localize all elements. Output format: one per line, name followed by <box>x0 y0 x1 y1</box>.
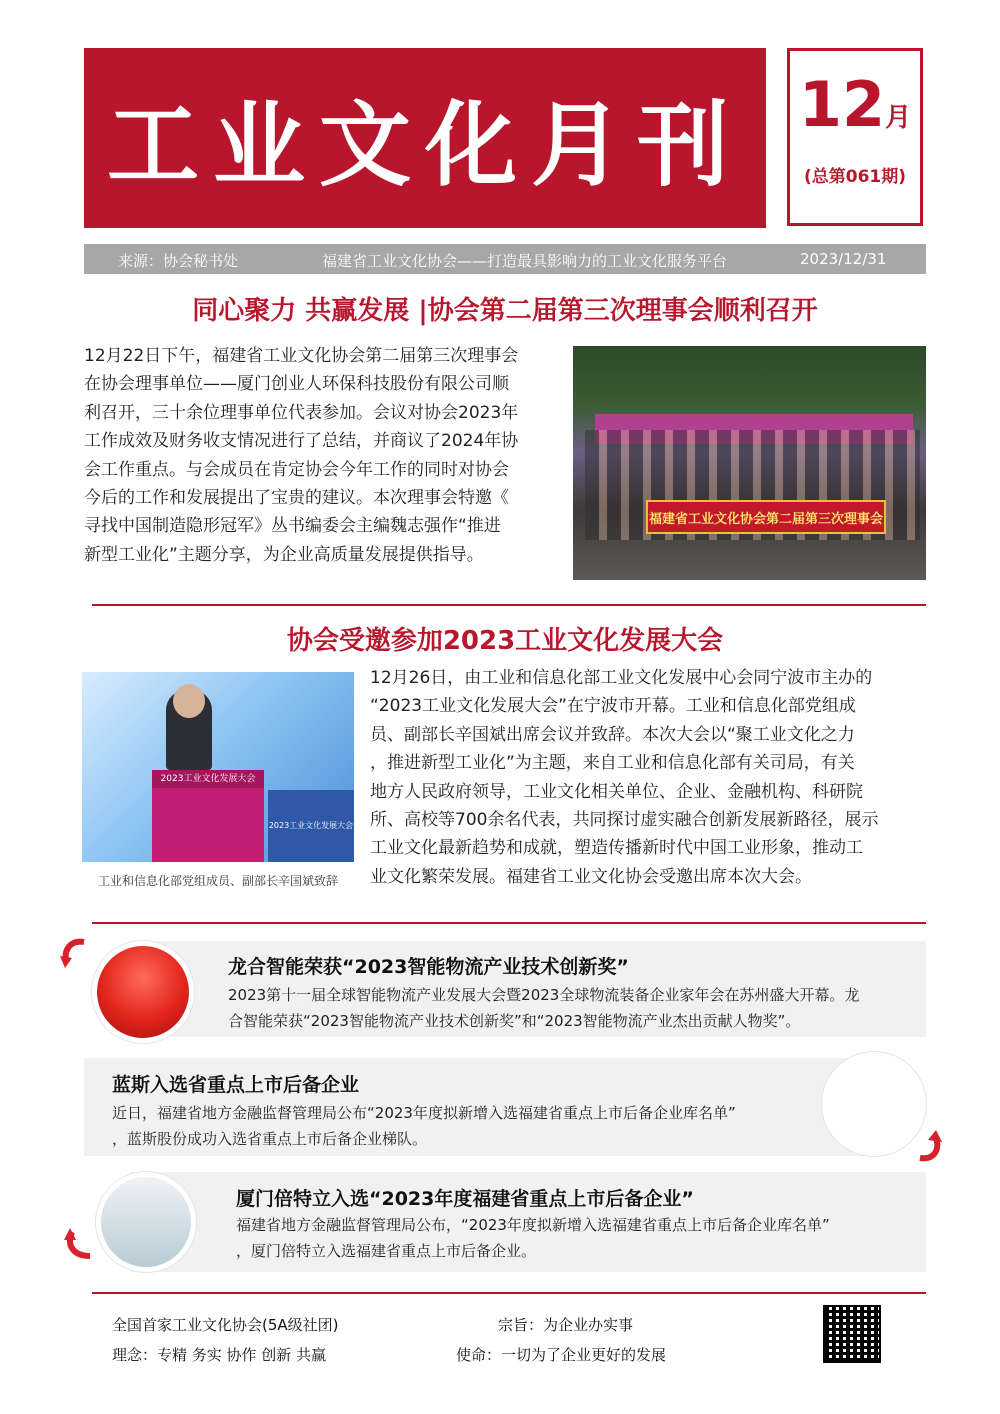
news-body-3 <box>236 1212 916 1264</box>
photo-speaker-head <box>173 684 205 718</box>
article1-line: 新型工业化”主题分享，为企业高质量发展提供指导。 <box>84 544 484 565</box>
footer-divider <box>92 1292 926 1294</box>
section-divider <box>92 922 926 924</box>
article1-body <box>84 342 564 569</box>
article2-line: ，推进新型工业化”为主题，来自工业和信息化部有关司局，有关 <box>370 753 855 774</box>
article1-title: 同心聚力 共赢发展 |协会第二届第三次理事会顺利召开 <box>192 296 818 326</box>
article2-line: “2023工业文化发展大会”在宁波市开幕。工业和信息化部党组成 <box>370 696 856 717</box>
publish-date: 2023/12/31 <box>800 250 887 268</box>
article1-line: 工作成效及财务收支情况进行了总结，并商议了2024年协 <box>84 431 519 452</box>
info-bar <box>84 244 926 274</box>
news-line: 福建省地方金融监督管理局公布，“2023年度拟新增入选福建省重点上市后备企业库名单” <box>236 1216 830 1234</box>
photo-banner: 福建省工业文化协会第二届第三次理事会 <box>646 500 886 534</box>
article1-line: 今后的工作和发展提出了宝贵的建议。本次理事会特邀《 <box>84 488 509 509</box>
section-divider <box>92 604 926 606</box>
news-line: 合智能荣获“2023智能物流产业技术创新奖”和“2023智能物流产业杰出贡献人物奖”。 <box>228 1012 801 1030</box>
article2-title: 协会受邀参加2023工业文化发展大会 <box>286 626 724 656</box>
footer-association: 全国首家工业文化协会(5A级社团) <box>112 1316 339 1334</box>
news-body-2 <box>112 1100 812 1152</box>
news-line: ，蓝斯股份成功入选省重点上市后备企业梯队。 <box>112 1130 428 1148</box>
news-line: 近日，福建省地方金融监督管理局公布“2023年度拟新增入选福建省重点上市后备企业库名单” <box>112 1104 736 1122</box>
article2-body <box>370 664 930 891</box>
news-body-1 <box>228 982 918 1034</box>
article2-line: 员、副部长辛国斌出席会议并致辞。本次大会以“聚工业文化之力 <box>370 724 855 745</box>
news-line: 2023第十一届全球智能物流产业发展大会暨2023全球物流装备企业家年会在苏州盛大开幕。龙 <box>228 986 860 1004</box>
news-title-3: 厦门倍特立入选“2023年度福建省重点上市后备企业” <box>236 1188 694 1210</box>
article2-line: 所、高校等700余名代表，共同探讨虚实融合创新发展新路径，展示 <box>370 810 879 831</box>
red-arrow-icon <box>62 1228 96 1262</box>
masthead-title: 工业文化月刊 <box>106 91 743 199</box>
news-line: ，厦门倍特立入选福建省重点上市后备企业。 <box>236 1242 537 1260</box>
podium-sign: 2023工业文化发展大会 <box>152 770 264 788</box>
red-arrow-icon <box>912 1130 946 1164</box>
article1-line: 寻找中国制造隐形冠军》丛书编委会主编魏志强作“推进 <box>84 516 501 537</box>
month-unit: 月 <box>885 103 912 133</box>
photo-caption: 工业和信息化部党组成员、副部长辛国斌致辞 <box>97 874 338 888</box>
red-arrow-icon <box>58 934 92 968</box>
article2-line: 业文化繁荣发展。福建省工业文化协会受邀出席本次大会。 <box>370 866 812 887</box>
news-thumbnail-3 <box>96 1172 196 1272</box>
footer-purpose: 宗旨：为企业办实事 <box>498 1316 634 1334</box>
news-thumbnail-1 <box>92 941 194 1043</box>
issue-month <box>787 70 923 153</box>
month-number: 12 <box>798 68 886 141</box>
article1-line: 在协会理事单位——厦门创业人环保科技股份有限公司顺 <box>84 374 509 395</box>
issue-number: (总第061期) <box>803 167 907 187</box>
footer-mission: 使命：一切为了企业更好的发展 <box>456 1346 667 1364</box>
article2-line: 地方人民政府领导，工业文化相关单位、企业、金融机构、科研院 <box>370 781 863 802</box>
photo-screen: 2023工业文化发展大会 <box>268 790 354 862</box>
article2-line: 工业文化最新趋势和成就，塑造传播新时代中国工业形象，推动工 <box>370 838 863 859</box>
qr-code[interactable] <box>823 1305 881 1363</box>
article2-line: 12月26日，由工业和信息化部工业文化发展中心会同宁波市主办的 <box>370 668 873 688</box>
article1-line: 会工作重点。与会成员在肯定协会今年工作的同时对协会 <box>84 459 509 480</box>
source-label: 来源：协会秘书处 <box>118 252 239 270</box>
article1-line: 利召开，三十余位理事单位代表参加。会议对协会2023年 <box>84 402 519 423</box>
news-thumbnail-2 <box>822 1052 926 1156</box>
slogan: 福建省工业文化协会——打造最具影响力的工业文化服务平台 <box>322 252 728 270</box>
news-title-2: 蓝斯入选省重点上市后备企业 <box>112 1074 360 1096</box>
footer-philosophy: 理念：专精 务实 协作 创新 共赢 <box>112 1346 327 1364</box>
article1-line: 12月22日下午，福建省工业文化协会第二届第三次理事会 <box>84 346 519 366</box>
news-title-1: 龙合智能荣获“2023智能物流产业技术创新奖” <box>228 956 629 978</box>
